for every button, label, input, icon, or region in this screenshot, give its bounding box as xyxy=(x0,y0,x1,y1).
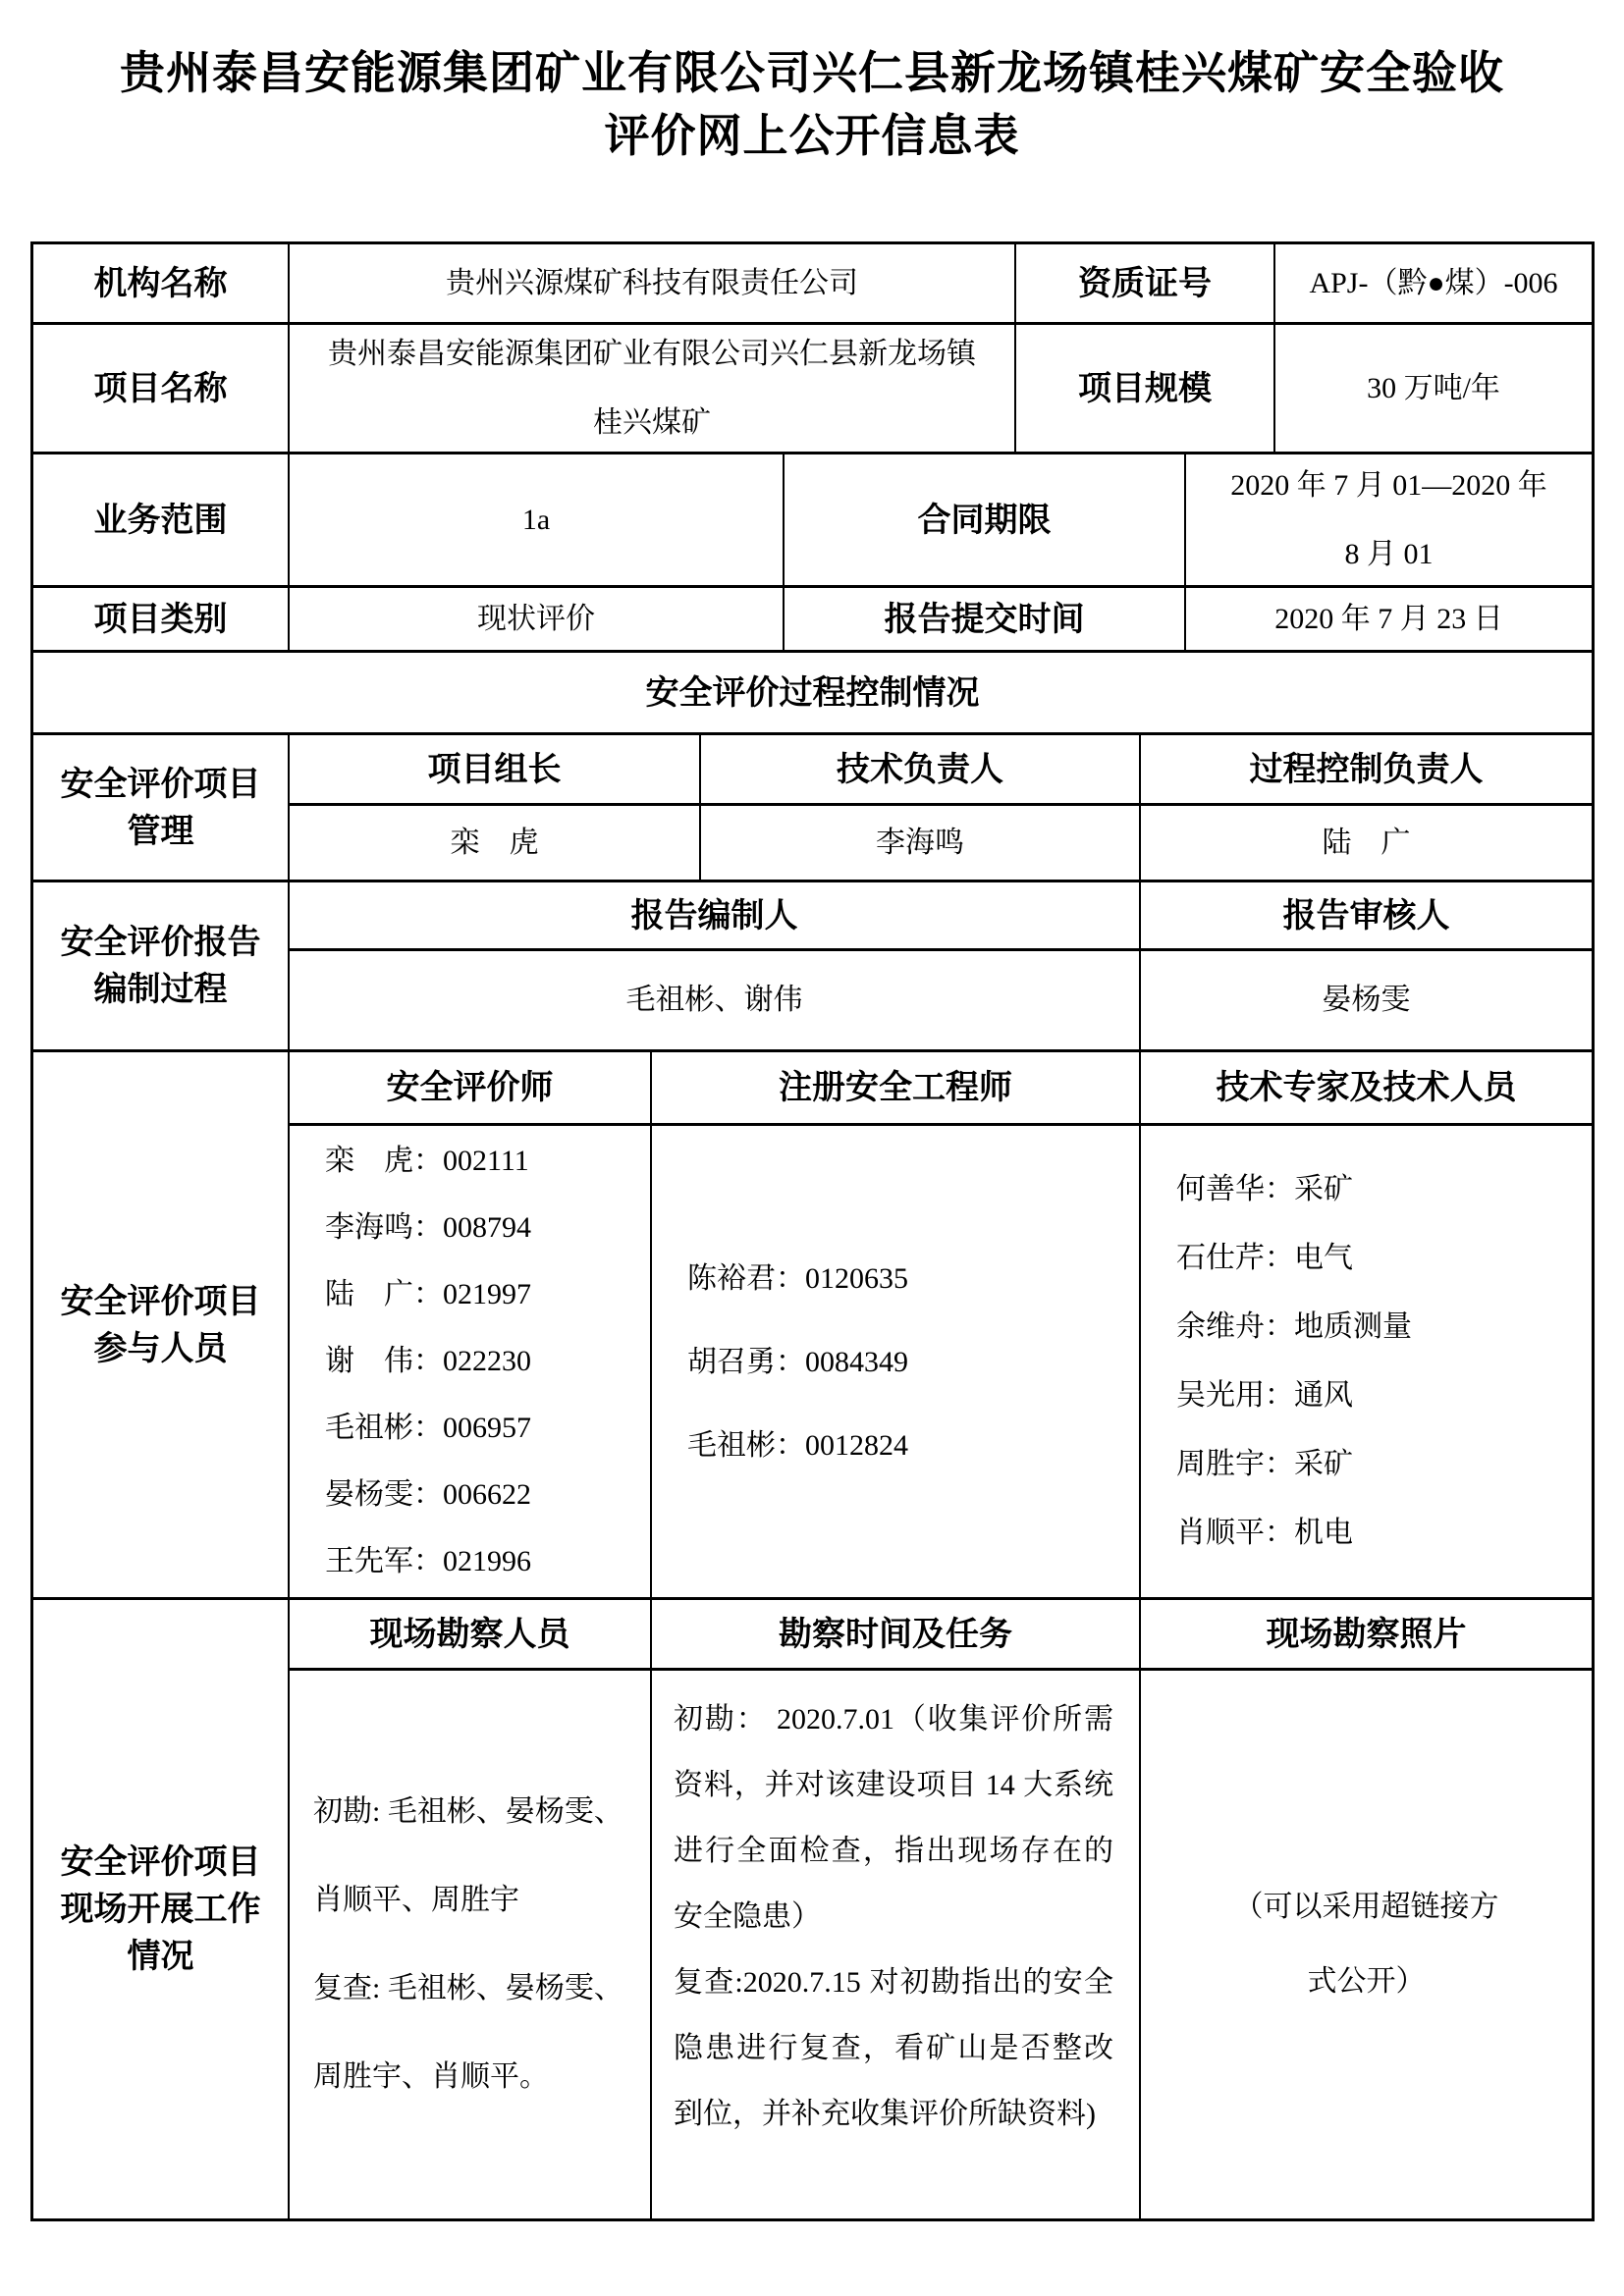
info-table xyxy=(30,241,1595,2221)
project-name-label: 项目名称 xyxy=(33,325,290,452)
management-values-row xyxy=(290,806,1592,880)
list-item: 肖顺平：机电 xyxy=(1176,1517,1353,1549)
tech-director-value: 李海鸣 xyxy=(701,806,1141,880)
site-work-section xyxy=(33,1600,1592,2218)
survey-time-task-header: 勘察时间及任务 xyxy=(652,1600,1141,1668)
report-section-label: 安全评价报告编制过程 xyxy=(33,882,290,1049)
participants-header-row xyxy=(290,1052,1592,1126)
table-row xyxy=(33,244,1592,325)
project-name-value xyxy=(290,325,1016,452)
management-section-label: 安全评价项目管理 xyxy=(33,735,290,880)
list-item: 陆 广：021997 xyxy=(325,1278,531,1310)
site-surveyor-list xyxy=(290,1671,652,2218)
project-category-value: 现状评价 xyxy=(290,588,785,650)
list-item: 周胜宇：采矿 xyxy=(1176,1448,1353,1480)
list-item: 石仕芹：电气 xyxy=(1176,1242,1353,1274)
list-item: 王先军：021996 xyxy=(325,1545,531,1577)
management-section xyxy=(33,735,1592,882)
list-item: 陈裕君：0120635 xyxy=(687,1261,908,1295)
registered-engineer-header: 注册安全工程师 xyxy=(652,1052,1141,1123)
participants-content-row xyxy=(290,1126,1592,1597)
site-work-section-body xyxy=(290,1600,1592,2218)
safety-evaluator-header: 安全评价师 xyxy=(290,1052,652,1123)
site-work-content-row xyxy=(290,1671,1592,2218)
project-name-text: 贵州泰昌安能源集团矿业有限公司兴仁县新龙场镇桂兴煤矿 xyxy=(328,337,976,439)
participants-section-body xyxy=(290,1052,1592,1597)
list-item: 何善华：采矿 xyxy=(1176,1173,1353,1205)
project-leader-header: 项目组长 xyxy=(290,735,701,803)
table-row xyxy=(33,325,1592,454)
task-review-survey: 复查:2020.7.15 对初勘指出的安全隐患进行复查，看矿山是否整改到位，并补充收集评价所缺资料) xyxy=(674,1966,1113,2130)
process-control-director-value: 陆 广 xyxy=(1322,826,1411,859)
table-row xyxy=(33,588,1592,653)
site-work-header-row xyxy=(290,1600,1592,1671)
report-writer-value: 毛祖彬、谢伟 xyxy=(290,951,1141,1049)
section-header-row xyxy=(33,653,1592,735)
contract-period-value xyxy=(1186,454,1592,585)
business-scope-value: 1a xyxy=(290,454,785,585)
process-control-header: 安全评价过程控制情况 xyxy=(645,673,980,712)
list-item: 晏杨雯：006622 xyxy=(325,1478,531,1511)
report-submit-time-value: 2020 年 7 月 23 日 xyxy=(1274,602,1503,635)
surveyor-initial: 初勘: 毛祖彬、晏杨雯、肖顺平、周胜宇 xyxy=(313,1795,623,1916)
report-writer-header: 报告编制人 xyxy=(290,882,1141,948)
tech-expert-header: 技术专家及技术人员 xyxy=(1216,1069,1517,1106)
photo-hyperlink-note: （可以采用超链接方式公开） xyxy=(1233,1891,1499,1998)
site-photo-header: 现场勘察照片 xyxy=(1266,1615,1467,1653)
org-name-value: 贵州兴源煤矿科技有限责任公司 xyxy=(290,244,1016,322)
safety-evaluator-list xyxy=(290,1126,652,1597)
participants-section-label: 安全评价项目参与人员 xyxy=(33,1052,290,1597)
report-header-row xyxy=(290,882,1592,951)
org-name-label: 机构名称 xyxy=(33,244,290,322)
report-values-row xyxy=(290,951,1592,1049)
registered-engineer-list xyxy=(652,1126,1141,1597)
list-item: 谢 伟：022230 xyxy=(325,1345,531,1377)
report-reviewer-header: 报告审核人 xyxy=(1282,896,1450,934)
survey-time-task-text xyxy=(652,1671,1141,2218)
contract-period-label: 合同期限 xyxy=(785,454,1186,585)
report-section-body xyxy=(290,882,1592,1049)
cert-number-label: 资质证号 xyxy=(1016,244,1275,322)
list-item: 毛祖彬：0012824 xyxy=(687,1428,908,1462)
site-surveyor-header: 现场勘察人员 xyxy=(290,1600,652,1668)
list-item: 胡召勇：0084349 xyxy=(687,1345,908,1378)
management-section-body xyxy=(290,735,1592,880)
task-initial-survey: 初勘： 2020.7.01（收集评价所需资料，并对该建设项目 14 大系统进行全面检查，指出现场存在的安全隐患） xyxy=(674,1703,1113,1933)
list-item: 余维舟：地质测量 xyxy=(1176,1310,1412,1343)
surveyor-review: 复查: 毛祖彬、晏杨雯、周胜宇、肖顺平。 xyxy=(313,1972,623,2093)
list-item: 李海鸣：008794 xyxy=(325,1211,531,1244)
participants-section xyxy=(33,1052,1592,1600)
report-submit-time-label: 报告提交时间 xyxy=(785,588,1186,650)
business-scope-label: 业务范围 xyxy=(33,454,290,585)
project-scale-value: 30 万吨/年 xyxy=(1367,371,1500,404)
tech-director-header: 技术负责人 xyxy=(701,735,1141,803)
list-item: 吴光用：通风 xyxy=(1176,1379,1353,1412)
site-work-section-label: 安全评价项目现场开展工作情况 xyxy=(33,1600,290,2218)
project-category-label: 项目类别 xyxy=(33,588,290,650)
page-title: 贵州泰昌安能源集团矿业有限公司兴仁县新龙场镇桂兴煤矿安全验收评价网上公开信息表 xyxy=(120,47,1504,161)
management-header-row xyxy=(290,735,1592,806)
process-control-director-header: 过程控制负责人 xyxy=(1249,750,1484,788)
project-leader-value: 栾 虎 xyxy=(290,806,701,880)
tech-expert-list xyxy=(1141,1126,1592,1597)
list-item: 栾 虎：002111 xyxy=(325,1145,529,1177)
project-scale-label: 项目规模 xyxy=(1016,325,1275,452)
list-item: 毛祖彬：006957 xyxy=(325,1412,531,1444)
report-reviewer-value: 晏杨雯 xyxy=(1322,984,1411,1016)
report-section xyxy=(33,882,1592,1052)
table-row xyxy=(33,454,1592,588)
site-photo-cell xyxy=(1141,1671,1592,2218)
cert-number-value: APJ-（黔●煤）-006 xyxy=(1309,266,1558,299)
contract-period-text: 2020 年 7 月 01—2020 年 8 月 01 xyxy=(1230,468,1547,570)
